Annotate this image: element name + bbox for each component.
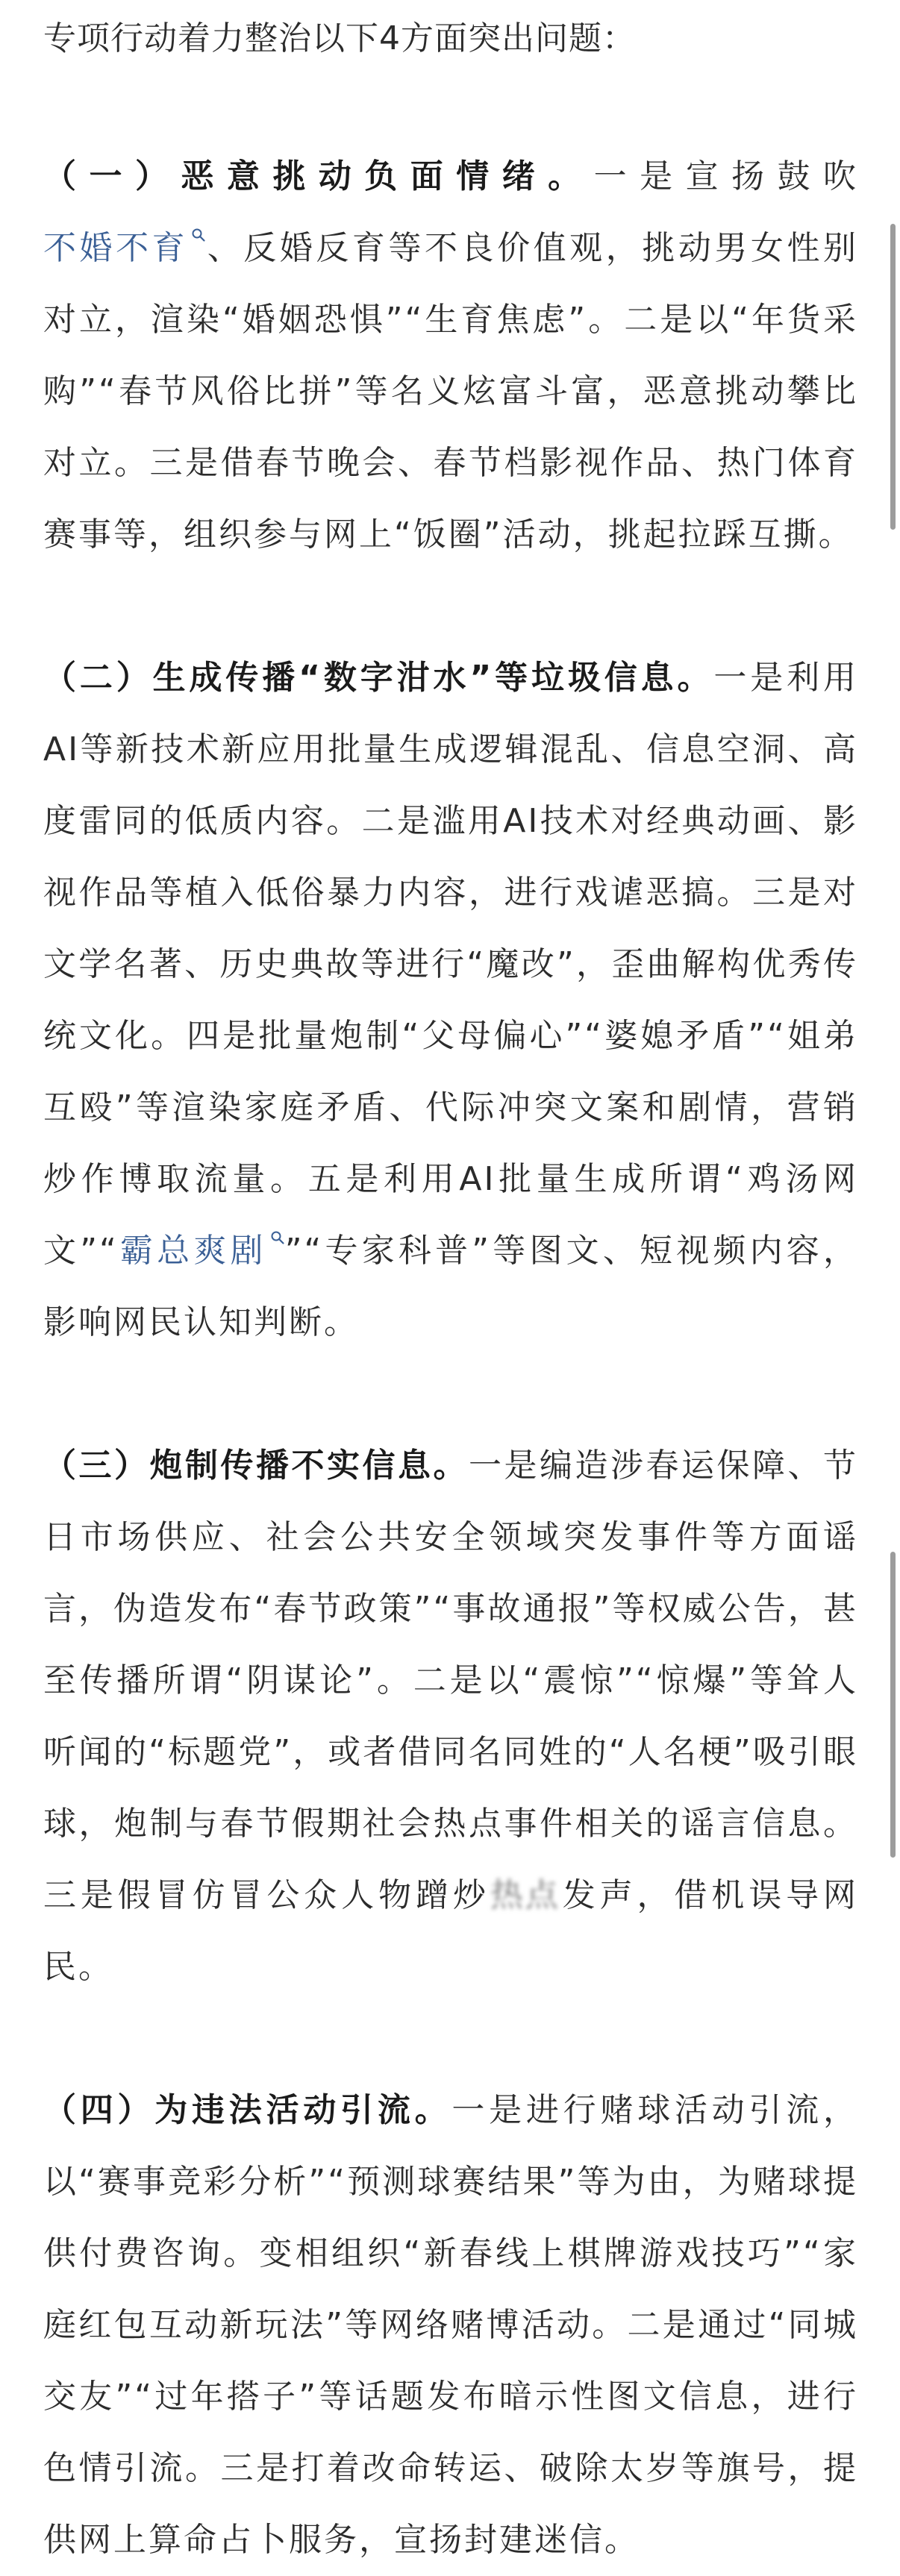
scrollbar-thumb[interactable] [890, 224, 896, 530]
section-1-heading: （一）恶意挑动负面情绪。 [43, 157, 594, 195]
section-1-text-b: 、反婚反育等不良价值观，挑动男女性别对立，渲染“婚姻恐惧”“生育焦虑”。二是以“年货采购”“春节风俗比拼”等名义炫富斗富，恶意挑动攀比对立。三是借春节晚会、春节档影视作品、热门体育赛事等，组织参与网上“饭圈”活动，挑起拉踩互撕。 [43, 229, 859, 554]
scrollbar-thumb-secondary[interactable] [890, 1552, 896, 1858]
section-2-heading: （二）生成传播“数字泔水”等垃圾信息。 [43, 659, 714, 697]
section-3-text-b: 发声，借机误导网民。 [43, 1876, 859, 1986]
search-link-label[interactable]: 不婚不育 [43, 229, 189, 267]
search-link-label[interactable]: 霸总爽剧 [118, 1232, 267, 1270]
article-body [43, 0, 858, 2576]
section-2-text-b: ”“专家科普”等图文、短视频内容，影响网民认知判断。 [43, 1232, 859, 1341]
section-2 [43, 642, 858, 1358]
section-3 [43, 1430, 858, 2003]
section-4-heading: （四）为违法活动引流。 [43, 2091, 452, 2129]
section-4-text: 一是进行赌球活动引流，以“赛事竞彩分析”“预测球赛结果”等为由，为赌球提供付费咨询。变相组织“新春线上棋牌游戏技巧”“家庭红包互动新玩法”等网络赌博活动。二是通过“同城交友”“过年搭子”等话题发布暗示性图文信息，进行色情引流。三是打着改命转运、破除太岁等旗号，提供网上算命占卜服务，宣扬封建迷信。 [43, 2091, 859, 2559]
search-icon [270, 1230, 285, 1245]
obscured-text: 热点 [490, 1876, 560, 1914]
section-3-text-a: 一是编造涉春运保障、节日市场供应、社会公共安全领域突发事件等方面谣言，伪造发布“春节政策”“事故通报”等权威公告，甚至传播所谓“阴谋论”。二是以“震惊”“惊爆”等耸人听闻的“标题党”，或者借同名同姓的“人名梗”吸引眼球，炮制与春节假期社会热点事件相关的谣言信息。三是假冒仿冒公众人物蹭炒 [43, 1447, 858, 1914]
section-3-heading: （三）炮制传播不实信息。 [43, 1447, 469, 1485]
section-1 [43, 141, 858, 571]
section-2-text-a: 一是利用AI等新技术新应用批量生成逻辑混乱、信息空洞、高度雷同的低质内容。二是滥用AI技术对经典动画、影视作品等植入低俗暴力内容，进行戏谑恶搞。三是对文学名著、历史典故等进行“魔改”，歪曲解构优秀传统文化。四是批量炮制“父母偏心”“婆媳矛盾”“姐弟互殴”等渲染家庭矛盾、代际冲突文案和剧情，营销炒作博取流量。五是利用AI批量生成所谓“鸡汤网文”“ [43, 659, 859, 1270]
section-1-text-a: 一是宣扬鼓吹 [593, 157, 859, 195]
search-icon [191, 228, 206, 242]
search-link-bu-hun-bu-yu[interactable] [43, 229, 206, 267]
intro-paragraph: 专项行动着力整治以下4方面突出问题： [43, 19, 636, 57]
search-link-ba-zong-shuang-ju[interactable] [119, 1232, 285, 1270]
section-4 [43, 2075, 858, 2576]
